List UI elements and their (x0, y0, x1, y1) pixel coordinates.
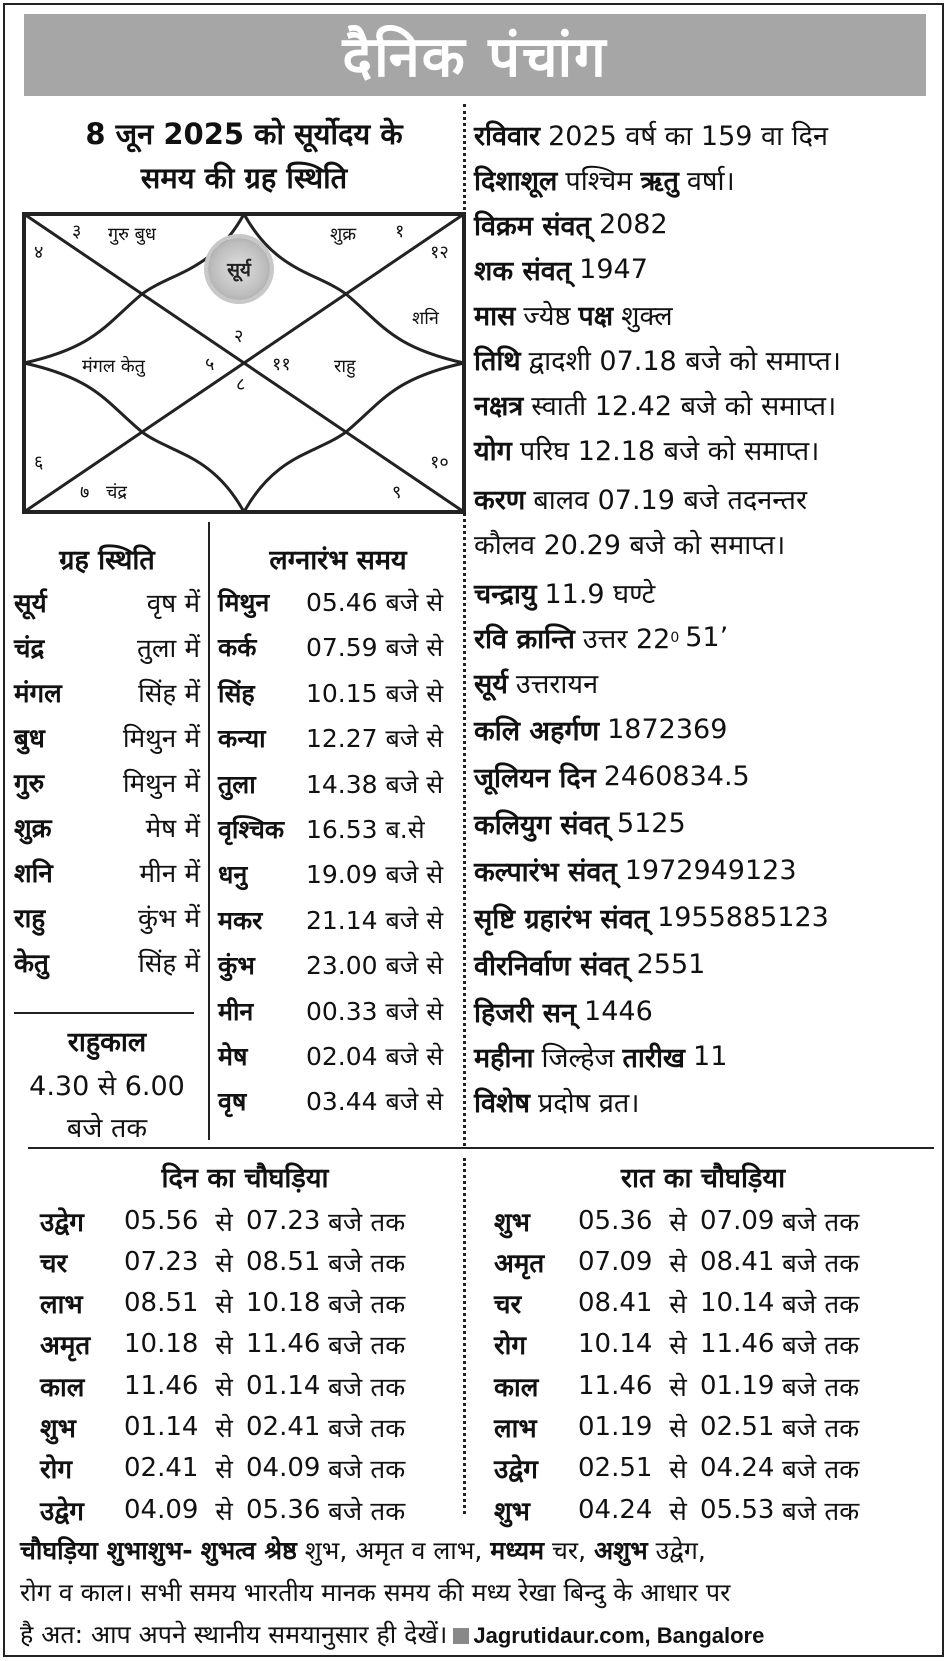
kundli-heading (24, 112, 464, 200)
choghadiya-to: 10.18 (246, 1288, 321, 1319)
info-yog-label: योग (474, 436, 512, 467)
house-1: १ (395, 221, 405, 242)
info-paksh-value: शुक्ल (621, 301, 673, 332)
choghadiya-se: से (215, 1331, 233, 1362)
graha-planet: गुरु (14, 769, 45, 799)
info-kali-ahargan (474, 707, 944, 752)
vertical-divider-bottom (463, 1158, 466, 1514)
footer-line1 (20, 1530, 940, 1572)
info-ravi-kranti-label: रवि क्रान्ति (474, 624, 575, 655)
choghadiya-row (40, 1283, 405, 1324)
lagna-row (218, 580, 458, 624)
house-10: १० (430, 452, 449, 473)
choghadiya-row (494, 1283, 859, 1324)
choghadiya-from: 11.46 (578, 1370, 653, 1401)
choghadiya-to: 11.46 (700, 1329, 775, 1360)
choghadiya-row (40, 1489, 405, 1530)
graha-row (14, 805, 200, 849)
footer-bold-1: चौघड़िया शुभाशुभ- (20, 1536, 193, 1565)
lagna-rashi: मिथुन (218, 588, 270, 617)
info-julian-din-value: 2460834.5 (603, 761, 750, 792)
footer-line3-text: है अत: आप अपने स्थानीय समयानुसार ही देखें। (20, 1620, 448, 1649)
graha-planet: चंद्र (14, 634, 45, 664)
graha-planet: बुध (14, 724, 45, 754)
choghadiya-from: 02.41 (124, 1453, 199, 1484)
choghadiya-to: 08.41 (700, 1246, 775, 1277)
lagna-rashi: कन्या (218, 724, 266, 754)
lagna-row (218, 989, 458, 1033)
choghadiya-to: 10.14 (700, 1288, 775, 1319)
info-ritu-value: वर्षा। (686, 166, 735, 197)
choghadiya-tak: बजे तक (782, 1372, 860, 1403)
footer-bold-2: शुभत्व श्रेष्ठ (200, 1536, 297, 1565)
footer-note (20, 1530, 940, 1657)
choghadiya-to: 07.23 (246, 1205, 321, 1236)
lagna-time: 10.15 बजे से (306, 678, 444, 708)
horizontal-divider-rahukaal (14, 1012, 194, 1014)
info-ravi-kranti-minutes: 51’ (685, 622, 729, 653)
graha-sign: सिंह में (138, 949, 200, 979)
info-hijri-san-value: 1446 (584, 996, 653, 1027)
rahukaal-time: 4.30 से 6.00 (29, 1071, 185, 1102)
choghadiya-name: उद्वेग (40, 1496, 84, 1527)
graha-planet: शनि (14, 859, 53, 889)
choghadiya-se: से (669, 1290, 687, 1321)
choghadiya-row (40, 1324, 405, 1365)
choghadiya-from: 04.24 (578, 1494, 653, 1525)
choghadiya-tak: बजे तक (328, 1414, 406, 1444)
graha-sign: मेष में (145, 814, 200, 844)
graha-sign: वृष में (146, 589, 200, 619)
info-srishti-samvat (474, 895, 944, 940)
choghadiya-row (494, 1365, 859, 1406)
footer-bold-3: मध्यम (490, 1536, 545, 1565)
lagna-time: 07.59 बजे से (306, 633, 444, 663)
house-4: ४ (34, 242, 44, 263)
choghadiya-to: 08.51 (246, 1246, 321, 1277)
info-maas-value: ज्येष्ठ (523, 301, 571, 332)
choghadiya-from: 11.46 (124, 1370, 199, 1401)
choghadiya-from: 08.51 (124, 1288, 199, 1319)
lagna-row (218, 807, 458, 851)
choghadiya-name: अमृत (40, 1331, 91, 1362)
info-hijri-san-label: हिजरी सन् (474, 998, 577, 1029)
choghadiya-name: शुभ (494, 1496, 530, 1527)
graha-planet: शुक्र (14, 814, 52, 844)
info-vikram-samvat-label: विक्रम संवत् (474, 211, 591, 242)
info-julian-din (474, 754, 944, 799)
choghadiya-tak: बजे तक (328, 1331, 406, 1362)
planet-mangal-ketu: मंगल केतु (82, 356, 145, 377)
rahukaal-suffix: बजे तक (66, 1113, 148, 1144)
planet-shani: शनि (412, 308, 439, 329)
graha-sign: मिथुन में (122, 724, 200, 754)
choghadiya-to: 02.41 (246, 1412, 321, 1442)
lagna-rashi: कर्क (218, 633, 257, 663)
graha-row (14, 625, 200, 669)
lagna-row (218, 671, 458, 715)
house-5: ५ (205, 354, 215, 375)
footer-text-2: चर, (552, 1536, 587, 1565)
graha-row (14, 580, 200, 624)
choghadiya-se: से (669, 1372, 687, 1403)
lagna-rashi: वृष (218, 1087, 247, 1117)
info-srishti-samvat-label: सृष्टि ग्रहारंभ संवत् (474, 904, 650, 935)
choghadiya-se: से (669, 1496, 687, 1527)
choghadiya-tak: बजे तक (782, 1207, 860, 1238)
lagna-time: 14.38 बजे से (306, 769, 444, 799)
graha-planet: राहु (14, 904, 46, 934)
lagna-row (218, 762, 458, 806)
info-veernirvan-samvat-value: 2551 (636, 949, 706, 980)
info-vishesh-value: प्रदोष व्रत। (537, 1088, 640, 1119)
info-kaliyug-samvat (474, 801, 944, 846)
choghadiya-se: से (669, 1455, 687, 1486)
choghadiya-tak: बजे तक (328, 1248, 406, 1279)
house-8: ८ (236, 374, 246, 395)
choghadiya-to: 02.51 (700, 1412, 775, 1442)
info-paksh-label: पक्ष (578, 301, 614, 332)
choghadiya-se: से (669, 1248, 687, 1279)
info-shak-samvat-label: शक संवत् (474, 256, 572, 287)
lagna-rashi: मीन (218, 996, 254, 1026)
graha-row (14, 670, 200, 714)
lagna-time: 21.14 बजे से (306, 905, 444, 935)
graha-row (14, 850, 200, 894)
choghadiya-se: से (215, 1455, 233, 1486)
house-9: ९ (392, 482, 402, 503)
choghadiya-tak: बजे तक (328, 1496, 406, 1527)
lagna-row (218, 1034, 458, 1078)
choghadiya-to: 01.19 (700, 1370, 775, 1401)
house-11: ११ (272, 354, 291, 375)
graha-planet: सूर्य (14, 589, 47, 619)
choghadiya-tak: बजे तक (782, 1414, 860, 1444)
info-kali-ahargan-value: 1872369 (607, 714, 728, 745)
choghadiya-name: रोग (40, 1455, 73, 1486)
info-karan-cont (474, 521, 944, 566)
choghadiya-tak: बजे तक (782, 1248, 860, 1279)
choghadiya-from: 05.56 (124, 1205, 199, 1236)
info-srishti-samvat-value: 1955885123 (657, 902, 829, 933)
footer-text-3: उद्वेग, (655, 1536, 706, 1565)
lagna-time: 16.53 ब.से (306, 815, 425, 844)
rahukaal-heading: राहुकाल (67, 1027, 147, 1058)
info-kali-ahargan-label: कलि अहर्गण (474, 716, 600, 747)
lagnarambh-heading: लग्नारंभ समय (269, 545, 407, 576)
choghadiya-se: से (215, 1496, 233, 1527)
info-karan-cont-value: कौलव 20.29 बजे को समाप्त। (474, 530, 786, 561)
choghadiya-to: 07.09 (700, 1205, 775, 1236)
choghadiya-name: उद्वेग (40, 1207, 84, 1238)
choghadiya-name: काल (494, 1372, 539, 1403)
choghadiya-from: 01.14 (124, 1412, 199, 1442)
info-chandrayu (474, 570, 944, 615)
graha-sthiti-heading: ग्रह स्थिति (59, 545, 155, 576)
choghadiya-name: लाभ (494, 1414, 537, 1444)
choghadiya-from: 10.14 (578, 1329, 653, 1360)
choghadiya-from: 10.18 (124, 1329, 199, 1360)
choghadiya-to: 01.14 (246, 1370, 321, 1401)
footer-text-1: शुभ, अमृत व लाभ, (304, 1536, 483, 1565)
info-karan-value: बालव 07.19 बजे तदनन्तर (533, 485, 807, 516)
graha-row (14, 940, 200, 984)
info-mahina (474, 1034, 944, 1079)
info-tithi (474, 337, 944, 382)
choghadiya-from: 02.51 (578, 1453, 653, 1484)
info-kalparambh-samvat-value: 1972949123 (624, 855, 797, 886)
lagna-row (218, 943, 458, 987)
lagna-row (218, 1079, 458, 1123)
sun-badge: सूर्य (208, 238, 270, 300)
choghadiya-row (40, 1241, 405, 1282)
choghadiya-name: चर (494, 1290, 522, 1321)
house-12: १२ (430, 242, 449, 263)
info-kaliyug-samvat-label: कलियुग संवत् (474, 810, 609, 841)
lagna-rashi: धनु (218, 860, 248, 890)
info-vikram-samvat-value: 2082 (598, 209, 668, 240)
info-yog (474, 427, 944, 472)
lagna-time: 00.33 बजे से (306, 996, 444, 1026)
choghadiya-to: 04.09 (246, 1453, 321, 1484)
planet-chandra: चंद्र (106, 482, 127, 503)
choghadiya-row (40, 1448, 405, 1489)
choghadiya-from: 07.09 (578, 1246, 653, 1277)
choghadiya-name: काल (40, 1372, 85, 1403)
info-kaliyug-samvat-value: 5125 (616, 808, 686, 839)
din-choghadiya-heading: दिन का चौघड़िया (161, 1163, 329, 1194)
info-tithi-label: तिथि (474, 346, 521, 377)
choghadiya-from: 08.41 (578, 1288, 653, 1319)
lagna-rashi: तुला (218, 769, 256, 799)
info-dishashool (474, 157, 944, 202)
choghadiya-row (40, 1407, 405, 1448)
info-surya-label: सूर्य (474, 669, 508, 700)
info-veernirvan-samvat (474, 942, 944, 987)
choghadiya-se: से (669, 1331, 687, 1362)
graha-planet: केतु (14, 949, 49, 979)
brand-square-icon (453, 1628, 469, 1644)
info-shak-samvat (474, 247, 944, 292)
info-shak-samvat-value: 1947 (579, 254, 648, 285)
graha-sign: कुंभ में (137, 904, 200, 934)
info-nakshatra-value: स्वाती 12.42 बजे को समाप्त। (531, 391, 837, 422)
info-mahina-value: जिल्हेज (541, 1043, 615, 1074)
info-tarikh-label: तारीख (622, 1043, 686, 1074)
info-nakshatra (474, 382, 944, 427)
info-hijri-san (474, 989, 944, 1034)
info-day-label: रविवार (474, 121, 541, 152)
lagna-time: 23.00 बजे से (306, 951, 444, 981)
lagna-row (218, 898, 458, 942)
info-maas-label: मास (474, 301, 516, 332)
choghadiya-row (494, 1324, 859, 1365)
lagna-rashi: मेष (218, 1042, 248, 1071)
info-nakshatra-label: नक्षत्र (474, 391, 524, 422)
choghadiya-tak: बजे तक (782, 1290, 860, 1321)
brand-name: Jagrutidaur.com, Bangalore (473, 1623, 765, 1648)
info-vishesh (474, 1079, 944, 1124)
info-ravi-kranti-degree: 0 (670, 629, 680, 646)
choghadiya-row (494, 1200, 859, 1241)
info-mahina-label: महीना (474, 1043, 534, 1074)
house-6: ६ (34, 452, 44, 473)
choghadiya-to: 11.46 (246, 1329, 321, 1360)
footer-bold-4: अशुभ (594, 1536, 648, 1565)
info-karan (474, 476, 944, 521)
choghadiya-row (494, 1489, 859, 1530)
info-ritu-label: ऋतु (640, 166, 679, 197)
choghadiya-to: 04.24 (700, 1453, 775, 1484)
info-vikram-samvat (474, 202, 944, 247)
info-karan-label: करण (474, 485, 526, 516)
footer-line3 (20, 1614, 940, 1657)
house-2: २ (234, 326, 244, 347)
info-veernirvan-samvat-label: वीरनिर्वाण संवत् (474, 951, 629, 982)
choghadiya-tak: बजे तक (782, 1496, 860, 1527)
info-ravi-kranti (474, 615, 944, 660)
choghadiya-from: 04.09 (124, 1494, 199, 1525)
choghadiya-se: से (215, 1414, 233, 1444)
choghadiya-row (494, 1407, 859, 1448)
choghadiya-se: से (215, 1372, 233, 1403)
info-maas (474, 292, 944, 337)
choghadiya-se: से (215, 1290, 233, 1321)
info-kalparambh-samvat-label: कल्पारंभ संवत् (474, 857, 617, 888)
choghadiya-tak: बजे तक (782, 1455, 860, 1486)
lagna-time: 03.44 बजे से (306, 1087, 444, 1117)
info-surya (474, 660, 944, 705)
page-title: दैनिक पंचांग (24, 14, 926, 96)
lagna-row (218, 716, 458, 760)
lagna-row (218, 852, 458, 896)
house-7: ७ (80, 482, 90, 503)
info-day-value: 2025 वर्ष का 159 वा दिन (548, 121, 828, 152)
info-day (474, 112, 944, 157)
horizontal-divider-bottom (28, 1147, 934, 1149)
lagna-rashi: सिंह (218, 678, 255, 708)
graha-sign: मीन में (139, 859, 200, 889)
choghadiya-name: अमृत (494, 1248, 545, 1279)
vertical-divider-planets (208, 522, 210, 1140)
lagna-time: 02.04 बजे से (306, 1042, 444, 1071)
graha-sign: तुला में (137, 634, 200, 664)
info-yog-value: परिघ 12.18 बजे को समाप्त। (519, 436, 820, 467)
choghadiya-to: 05.53 (700, 1494, 775, 1525)
kundli-heading-line2: समय की ग्रह स्थिति (140, 161, 348, 195)
info-chandrayu-label: चन्द्रायु (474, 579, 537, 610)
lagna-time: 12.27 बजे से (306, 724, 444, 754)
planet-rahu: राहु (334, 356, 356, 377)
choghadiya-row (494, 1241, 859, 1282)
graha-sign: सिंह में (138, 679, 200, 709)
graha-row (14, 895, 200, 939)
choghadiya-tak: बजे तक (328, 1372, 406, 1403)
kundli-heading-line1: 8 जून 2025 को सूर्योदय के (85, 117, 403, 151)
lagna-row (218, 625, 458, 669)
graha-row (14, 715, 200, 759)
choghadiya-name: रोग (494, 1331, 527, 1362)
choghadiya-from: 05.36 (578, 1205, 653, 1236)
choghadiya-from: 01.19 (578, 1412, 653, 1442)
info-tarikh-value: 11 (693, 1041, 728, 1072)
choghadiya-name: चर (40, 1248, 68, 1279)
info-ravi-kranti-value: उत्तर 22 (582, 624, 671, 655)
planet-shukra: शुक्र (330, 224, 357, 245)
info-tithi-value: द्वादशी 07.18 बजे को समाप्त। (528, 346, 841, 377)
graha-row (14, 760, 200, 804)
choghadiya-row (40, 1365, 405, 1406)
info-dishashool-value: पश्चिम (565, 166, 633, 197)
choghadiya-tak: बजे तक (328, 1290, 406, 1321)
info-surya-value: उत्तरायन (515, 669, 599, 700)
choghadiya-tak: बजे तक (328, 1207, 406, 1238)
choghadiya-name: उद्वेग (494, 1455, 538, 1486)
choghadiya-se: से (215, 1248, 233, 1279)
choghadiya-row (494, 1448, 859, 1489)
info-vishesh-label: विशेष (474, 1088, 530, 1119)
footer-line2: रोग व काल। सभी समय भारतीय मानक समय की मध्य रेखा बिन्दु के आधार पर (20, 1578, 731, 1607)
info-julian-din-label: जूलियन दिन (474, 763, 596, 794)
choghadiya-se: से (669, 1414, 687, 1444)
graha-planet: मंगल (14, 679, 62, 709)
choghadiya-tak: बजे तक (328, 1455, 406, 1486)
info-chandrayu-value: 11.9 घण्टे (544, 579, 656, 610)
choghadiya-row (40, 1200, 405, 1241)
info-kalparambh-samvat (474, 848, 944, 893)
graha-sign: मिथुन में (122, 769, 200, 799)
lagna-time: 19.09 बजे से (306, 860, 444, 890)
choghadiya-se: से (669, 1207, 687, 1238)
choghadiya-se: से (215, 1207, 233, 1238)
lagna-rashi: मकर (218, 905, 263, 935)
info-dishashool-label: दिशाशूल (474, 166, 558, 197)
choghadiya-from: 07.23 (124, 1246, 199, 1277)
choghadiya-name: शुभ (494, 1207, 530, 1238)
lagna-rashi: कुंभ (218, 951, 255, 981)
lagna-rashi: वृश्चिक (218, 815, 285, 844)
house-3: ३ (72, 221, 82, 242)
raat-choghadiya-heading: रात का चौघड़िया (620, 1163, 786, 1194)
planet-guru-budh: गुरु बुध (108, 224, 156, 245)
choghadiya-tak: बजे तक (782, 1331, 860, 1362)
choghadiya-to: 05.36 (246, 1494, 321, 1525)
lagna-time: 05.46 बजे से (306, 588, 444, 617)
choghadiya-name: शुभ (40, 1414, 76, 1444)
choghadiya-name: लाभ (40, 1290, 83, 1321)
